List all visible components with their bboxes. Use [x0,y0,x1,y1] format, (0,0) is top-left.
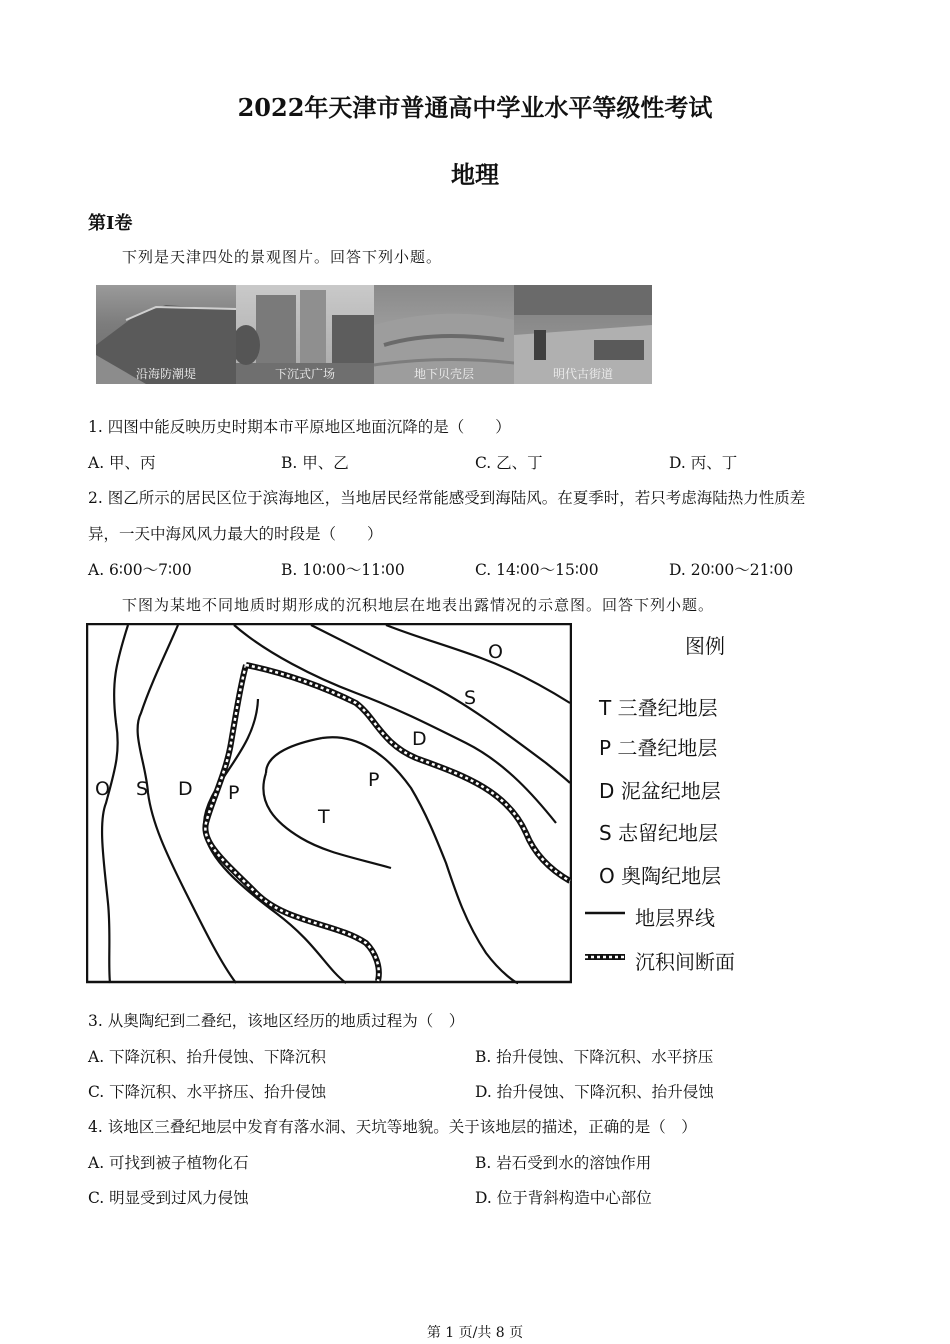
photo-caption: 沿海防潮堤 [135,367,196,381]
legend-heading: 图例 [685,634,725,658]
map-label-o-left: O [95,778,110,800]
photo-ming-street [514,285,652,384]
q1-option-c[interactable]: C. 乙、丁 [475,454,543,472]
map-label-t: T [318,806,330,828]
q1-option-d[interactable]: D. 丙、丁 [669,454,738,472]
q2-option-a[interactable]: A. 6∶00～7∶00 [88,561,192,579]
photo-seawall [96,285,236,384]
map-label-p-left: P [228,782,240,804]
q3-option-c[interactable]: C. 下降沉积、水平挤压、抬升侵蚀 [88,1083,327,1101]
subject-title: 地理 [451,160,499,189]
q2-option-b[interactable]: B. 10∶00～11∶00 [281,561,405,579]
photo-caption: 地下贝壳层 [413,367,474,381]
geologic-map [86,623,572,985]
page-footer: 第 1 页/共 8 页 [426,1325,524,1341]
legend-item-t: T 三叠纪地层 [599,696,718,720]
q4-option-d[interactable]: D. 位于背斜构造中心部位 [475,1189,652,1207]
q4-option-b[interactable]: B. 岩石受到水的溶蚀作用 [475,1154,652,1172]
legend-unconformity-label: 沉积间断面 [635,950,735,974]
landscape-photo-strip [96,285,652,384]
legend-item-p: P 二叠纪地层 [599,736,718,760]
map-label-d-left: D [178,778,193,800]
question-3: 3. 从奥陶纪到二叠纪，该地区经历的地质过程为（ ） [88,1012,465,1030]
intro-map: 下图为某地不同地质时期形成的沉积地层在地表出露情况的示意图。回答下列小题。 [122,596,715,614]
q1-option-a[interactable]: A. 甲、丙 [88,454,156,472]
q3-option-b[interactable]: B. 抬升侵蚀、下降沉积、水平挤压 [475,1048,714,1066]
map-label-p-right: P [368,769,380,791]
exam-title: 2022年天津市普通高中学业水平等级性考试 [237,93,713,122]
map-label-o-right: O [488,641,503,663]
photo-shell-layer [374,285,514,384]
q2-option-c[interactable]: C. 14∶00～15∶00 [475,561,599,579]
map-label-s-right: S [464,687,477,709]
unconformity-symbol [585,953,625,961]
q4-option-a[interactable]: A. 可找到被子植物化石 [88,1154,249,1172]
q3-option-a[interactable]: A. 下降沉积、抬升侵蚀、下降沉积 [88,1048,327,1066]
question-2-line1: 2. 图乙所示的居民区位于滨海地区，当地居民经常能感受到海陆风。在夏季时，若只考虑海陆热力性质差 [88,489,806,507]
q1-option-b[interactable]: B. 甲、乙 [281,454,349,472]
legend-item-o: O 奥陶纪地层 [599,864,722,888]
section-heading: 第Ⅰ卷 [88,213,133,234]
q2-option-d[interactable]: D. 20∶00～21∶00 [669,561,794,579]
map-label-d-right: D [412,728,427,750]
question-2-line2: 异，一天中海风风力最大的时段是（ ） [88,525,383,543]
boundary-line-symbol [585,910,625,916]
legend-boundary-label: 地层界线 [635,906,715,930]
question-4: 4. 该地区三叠纪地层中发育有落水洞、天坑等地貌。关于该地层的描述，正确的是（ ） [88,1118,697,1136]
photo-caption: 明代古街道 [552,367,613,381]
legend-item-s: S 志留纪地层 [599,821,719,845]
question-1: 1. 四图中能反映历史时期本市平原地区地面沉降的是（ ） [88,418,511,436]
q3-option-d[interactable]: D. 抬升侵蚀、下降沉积、抬升侵蚀 [475,1083,714,1101]
photo-caption: 下沉式广场 [274,367,335,381]
intro-photos: 下列是天津四处的景观图片。回答下列小题。 [122,248,443,266]
photo-sunken-plaza [236,285,374,384]
map-label-s-left: S [136,778,149,800]
legend-item-d: D 泥盆纪地层 [599,779,721,803]
q4-option-c[interactable]: C. 明显受到过风力侵蚀 [88,1189,249,1207]
